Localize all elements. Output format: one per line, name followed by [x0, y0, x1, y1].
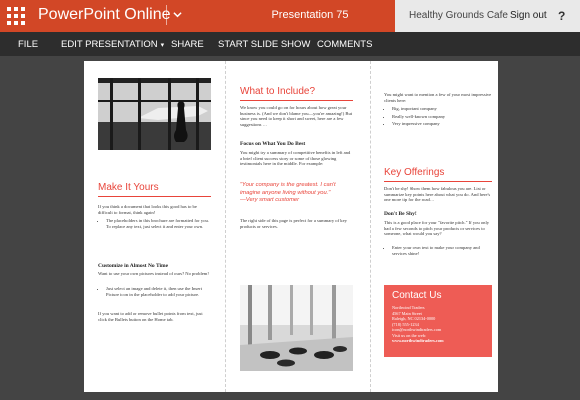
dropdown-caret-icon: ▾ — [160, 42, 165, 49]
document-title[interactable]: Presentation 75 — [271, 9, 349, 21]
app-title[interactable]: PowerPoint Online — [38, 6, 171, 23]
menu-comments[interactable]: COMMENTS — [317, 39, 373, 50]
col3-para2[interactable]: Don't be shy! Show them how fabulous you are. List or summarize key points here about what you do. And here's one more tip for the road… — [384, 186, 491, 203]
customize-heading[interactable]: Customize in Almost No Time — [98, 263, 169, 269]
col2-para3[interactable]: The right side of this page is perfect for a summary of key products or services. — [240, 218, 347, 229]
focus-heading[interactable]: Focus on What You Do Best — [240, 141, 306, 147]
quote-attribution: —Very smart customer — [240, 197, 300, 203]
contact-street: 4567 Main Street — [392, 310, 422, 316]
menu-start-slide-show[interactable]: START SLIDE SHOW — [218, 39, 311, 50]
col2-intro[interactable]: We know you could go on for hours about how great your business is. (And we don't blame you—you're amazing!) But since you need to keep it short and sweet, here are a few suggestions … — [240, 105, 353, 127]
testimonial-quote[interactable] — [240, 182, 353, 205]
heading-rule — [384, 181, 492, 182]
quote-text: "Your company is the greatest. I can't imagine anyone living without you." — [240, 182, 336, 196]
fold-line — [225, 61, 226, 392]
contact-phone: (718) 555-1234 — [392, 321, 419, 327]
list-item: • Just select an image and delete it, then use the Insert Picture icon in the placeholder to add your picture. — [106, 286, 211, 297]
contact-website: www.northwindtraders.com — [392, 338, 444, 343]
make-it-yours-heading[interactable]: Make It Yours — [98, 182, 159, 193]
contact-company: Northwind Traders — [392, 305, 425, 310]
app-switcher-chevron-icon[interactable] — [166, 5, 185, 25]
menu-bar — [0, 32, 580, 56]
col1-bullets2[interactable] — [98, 286, 211, 299]
contact-city: Raleigh, NC 02134-0000 — [392, 316, 436, 321]
contact-email: icon@northwindtraders.com — [392, 327, 442, 332]
list-item: • The placeholders in this brochure are formatted for you. To replace any text, just select it and enter your own. — [106, 218, 211, 229]
contact-heading: Contact Us — [392, 290, 442, 301]
app-launcher-icon[interactable] — [7, 7, 25, 25]
col1-para2[interactable]: Want to use your own pictures instead of ours? No problem! — [98, 271, 209, 276]
col1-bullets[interactable] — [98, 218, 211, 231]
airport-photo[interactable] — [98, 78, 211, 150]
col3-bullets2[interactable] — [384, 245, 492, 258]
col3-clients[interactable] — [384, 106, 492, 129]
brochure-page[interactable] — [84, 61, 498, 392]
col1-intro[interactable]: If you think a document that looks this good has to be difficult to format, think again! — [98, 204, 197, 215]
contact-web-label: Visit us on the web: — [392, 332, 427, 338]
col1-para3[interactable]: If you want to add or remove bullet points from text, just click the Bullets button on the Home tab. — [98, 311, 203, 322]
col3-para3[interactable]: This is a good place for your "favorite pitch." If you only had a few seconds to pitch your products or services to someone, what would you say? — [384, 220, 490, 237]
lobby-photo[interactable] — [240, 285, 353, 371]
menu-share[interactable]: SHARE — [171, 39, 204, 50]
menu-edit-presentation[interactable] — [61, 39, 164, 50]
what-to-include-heading[interactable]: What to Include? — [240, 86, 316, 97]
col3-intro[interactable]: You might want to mention a few of your most impressive clients here: — [384, 92, 492, 103]
account-area — [395, 0, 580, 32]
menu-edit-presentation-label: EDIT PRESENTATION — [61, 39, 158, 50]
sign-out-link[interactable]: Sign out — [510, 10, 547, 21]
fold-line — [370, 61, 371, 392]
col2-para2[interactable]: You might try a summary of competitive benefits in left and a brief client success story or some of those glowing testimonials here in the middle. For example: — [240, 150, 351, 167]
slide-canvas — [0, 56, 580, 400]
contact-box[interactable] — [384, 285, 492, 357]
title-bar — [0, 0, 580, 32]
menu-file[interactable]: FILE — [18, 39, 39, 50]
dont-be-shy-heading[interactable]: Don't Be Shy! — [384, 211, 417, 217]
list-item: • Very impressive company — [392, 121, 492, 127]
list-item: • Really well-known company — [392, 114, 492, 120]
list-item: • Enter your own text to make your company and services shine! — [392, 245, 492, 256]
help-button[interactable]: ? — [558, 9, 566, 23]
user-name[interactable]: Healthy Grounds Cafe — [409, 10, 508, 21]
heading-rule — [240, 100, 353, 101]
heading-rule — [98, 196, 211, 197]
list-item: • Big, important company — [392, 106, 492, 112]
key-offerings-heading[interactable]: Key Offerings — [384, 167, 445, 178]
